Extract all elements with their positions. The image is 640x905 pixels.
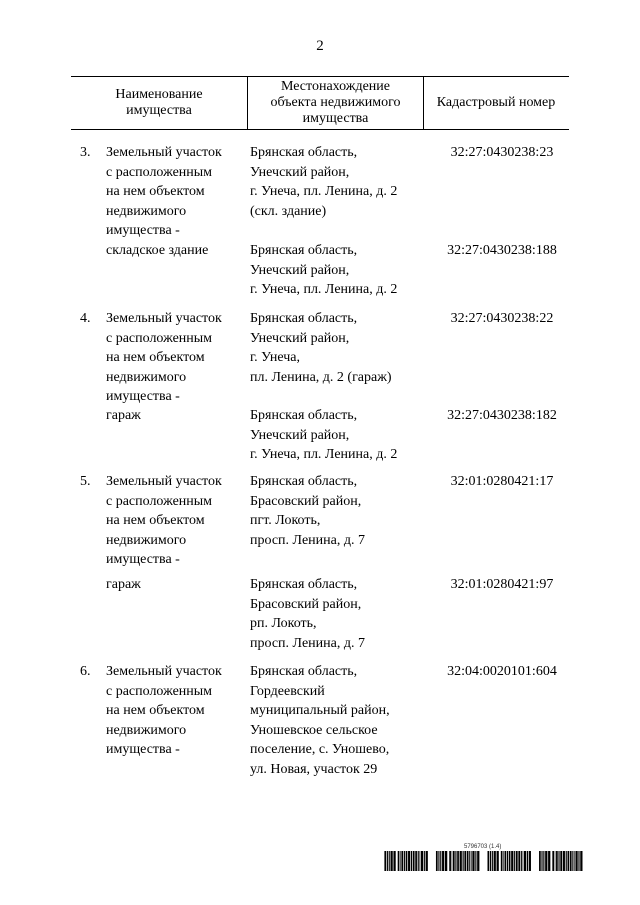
- property-name: [106, 662, 246, 760]
- barcode-image: [377, 851, 587, 871]
- property-location-line: пгт. Локоть,: [250, 513, 321, 528]
- cadastral-number: 32:04:0020101:604: [447, 664, 557, 679]
- header-name-column: [71, 77, 247, 129]
- barcode-bar: [507, 851, 508, 871]
- property-name-line: имущества -: [106, 389, 180, 404]
- barcode-bar: [503, 851, 504, 871]
- barcode-bar: [452, 851, 453, 871]
- barcode-bar: [438, 851, 439, 871]
- property-name-line: на нем объектом: [106, 703, 205, 718]
- property-name-line: недвижимого: [106, 369, 187, 385]
- property-name-line: на нем объектом: [106, 513, 205, 528]
- property-name-line: с расположенным: [106, 683, 213, 699]
- header-text: объекта недвижимого: [270, 95, 401, 110]
- property-name: [106, 472, 246, 570]
- barcode-bar: [477, 851, 479, 871]
- barcode-bar: [471, 851, 472, 871]
- barcode-bar: [449, 851, 451, 871]
- table-header: [71, 76, 569, 130]
- property-location-line: ул. Новая, участок 29: [250, 761, 378, 777]
- barcode-bar: [393, 851, 395, 871]
- property-location-line: г. Унеча, пл. Ленина, д. 2: [250, 447, 398, 462]
- barcode-bar: [539, 851, 541, 871]
- property-location: [250, 309, 430, 387]
- property-location-line: Брянская область,: [250, 145, 358, 160]
- barcode-bar: [497, 851, 499, 871]
- property-name-line: имущества -: [106, 223, 180, 238]
- barcode-bar: [418, 851, 419, 871]
- barcode-bar: [560, 851, 562, 871]
- property-location-line: г. Унеча, пл. Ленина, д. 2: [250, 282, 398, 297]
- property-name-line: Земельный участок: [106, 311, 222, 326]
- barcode-bar: [580, 851, 582, 871]
- barcode-bar: [413, 851, 415, 871]
- property-location: [250, 241, 430, 300]
- barcode-bar: [523, 851, 524, 871]
- barcode-bar: [384, 851, 386, 871]
- cadastral-number: 32:27:0430238:188: [447, 243, 557, 258]
- barcode-bar: [527, 851, 528, 871]
- property-location-line: г. Унеча,: [250, 350, 300, 365]
- barcode-bar: [548, 851, 550, 871]
- property-name-line: гараж: [106, 408, 141, 423]
- barcode-bar: [568, 851, 570, 871]
- property-location-line: пл. Ленина, д. 2 (гараж): [250, 369, 392, 385]
- property-location: [250, 472, 430, 550]
- row-number: 5.: [80, 474, 91, 489]
- barcode-bar: [464, 851, 466, 871]
- barcode-bar: [521, 851, 522, 871]
- barcode-bar: [555, 851, 556, 871]
- barcode-bar: [411, 851, 412, 871]
- header-text: Местонахождение: [280, 79, 390, 94]
- property-location: [250, 575, 430, 653]
- property-name-line: с расположенным: [106, 164, 213, 180]
- property-location-line: Унечский район,: [250, 262, 350, 278]
- barcode-bar: [558, 851, 559, 871]
- barcode-bar: [457, 851, 459, 871]
- property-name-line: недвижимого: [106, 722, 187, 738]
- barcode-bar: [578, 851, 579, 871]
- property-name: [106, 575, 246, 595]
- property-name-line: на нем объектом: [106, 184, 205, 199]
- property-name-line: Земельный участок: [106, 145, 222, 160]
- property-location: [250, 662, 430, 779]
- barcode-bar: [552, 851, 554, 871]
- header-text: имущества: [302, 111, 369, 126]
- barcode-bar: [514, 851, 515, 871]
- barcode-bar: [421, 851, 423, 871]
- barcode-bar: [415, 851, 417, 871]
- cadastral-number: 32:01:0280421:17: [450, 474, 554, 489]
- barcode-bar: [501, 851, 503, 871]
- cadastral-number: 32:27:0430238:22: [450, 311, 554, 326]
- barcode-bar: [575, 851, 577, 871]
- property-location: [250, 406, 430, 465]
- barcode-bar: [387, 851, 388, 871]
- property-name-line: Земельный участок: [106, 474, 222, 489]
- property-name: [106, 143, 246, 241]
- barcode-bar: [389, 851, 390, 871]
- barcode-bar: [426, 851, 428, 871]
- barcode-bar: [524, 851, 526, 871]
- property-location-line: Уношевское сельское: [250, 722, 378, 738]
- page-number: 2: [316, 38, 324, 54]
- property-name-line: складское здание: [106, 243, 209, 258]
- property-location-line: Унечский район,: [250, 330, 350, 346]
- barcode-bar: [572, 851, 573, 871]
- header-text: Кадастровый номер: [436, 95, 556, 110]
- barcode-bar: [545, 851, 547, 871]
- header-text: Наименование: [115, 87, 203, 102]
- property-name: [106, 241, 246, 261]
- property-name-line: имущества -: [106, 552, 180, 567]
- property-location-line: Брянская область,: [250, 311, 358, 326]
- barcode-bar: [453, 851, 455, 871]
- barcode-bar: [475, 851, 476, 871]
- barcode-bar: [518, 851, 520, 871]
- property-location-line: Брянская область,: [250, 577, 358, 592]
- header-location-column: [247, 77, 424, 129]
- row-number: 6.: [80, 664, 91, 679]
- barcode-bar: [463, 851, 464, 871]
- property-location-line: Брянская область,: [250, 474, 358, 489]
- property-name: [106, 406, 246, 426]
- cadastral-number: 32:27:0430238:23: [450, 145, 554, 160]
- barcode-bar: [511, 851, 513, 871]
- barcode-bar: [529, 851, 531, 871]
- header-cadastral-column: [423, 77, 569, 129]
- barcode-bar: [460, 851, 462, 871]
- property-name-line: на нем объектом: [106, 350, 205, 365]
- property-location-line: Гордеевский: [250, 683, 325, 699]
- barcode-bar: [556, 851, 558, 871]
- barcode-bar: [570, 851, 572, 871]
- property-location-line: Брасовский район,: [250, 493, 362, 509]
- barcode-bar: [574, 851, 575, 871]
- header-text: имущества: [126, 103, 192, 118]
- barcode-bar: [566, 851, 567, 871]
- property-location: [250, 143, 430, 221]
- barcode-bar: [420, 851, 421, 871]
- property-location-line: поселение, с. Уношево,: [250, 742, 390, 757]
- property-name-line: с расположенным: [106, 493, 213, 509]
- cadastral-number: 32:01:0280421:97: [450, 577, 554, 592]
- property-name-line: гараж: [106, 577, 141, 592]
- barcode-bar: [404, 851, 405, 871]
- barcode-bar: [424, 851, 425, 871]
- barcode-bar: [442, 851, 444, 871]
- barcode-bar: [509, 851, 511, 871]
- property-name-line: имущества -: [106, 742, 180, 757]
- barcode-bar: [488, 851, 490, 871]
- property-location-line: Брянская область,: [250, 243, 358, 258]
- property-name-line: недвижимого: [106, 532, 187, 548]
- property-location-line: Брасовский район,: [250, 596, 362, 612]
- barcode-bar: [398, 851, 400, 871]
- property-location-line: (скл. здание): [250, 203, 327, 219]
- property-location-line: просп. Ленина, д. 7: [250, 635, 365, 651]
- property-location-line: рп. Локоть,: [250, 616, 317, 631]
- property-location-line: просп. Ленина, д. 7: [250, 532, 365, 548]
- barcode-bar: [391, 851, 393, 871]
- barcode-bar: [516, 851, 518, 871]
- barcode-bar: [505, 851, 507, 871]
- cadastral-number: 32:27:0430238:182: [447, 408, 557, 423]
- property-name: [106, 309, 246, 407]
- barcode-bar: [492, 851, 493, 871]
- barcode-bar: [563, 851, 565, 871]
- barcode-bar: [494, 851, 496, 871]
- barcode-bar: [440, 851, 441, 871]
- property-name-line: с расположенным: [106, 330, 213, 346]
- barcode-bar: [467, 851, 469, 871]
- barcode-bar: [436, 851, 438, 871]
- property-name-line: недвижимого: [106, 203, 187, 219]
- barcode-bar: [472, 851, 474, 871]
- property-location-line: Унечский район,: [250, 164, 350, 180]
- barcode-bar: [445, 851, 447, 871]
- barcode-bar: [401, 851, 403, 871]
- property-location-line: Унечский район,: [250, 427, 350, 443]
- row-number: 4.: [80, 311, 91, 326]
- barcode-bar: [455, 851, 456, 871]
- barcode-bar: [541, 851, 542, 871]
- row-number: 3.: [80, 145, 91, 160]
- barcode-bar: [469, 851, 470, 871]
- barcode-bar: [406, 851, 408, 871]
- barcode-number: 5796703 (1.4): [464, 844, 502, 850]
- property-name-line: Земельный участок: [106, 664, 222, 679]
- property-location-line: г. Унеча, пл. Ленина, д. 2: [250, 184, 398, 199]
- barcode-bar: [408, 851, 410, 871]
- barcode-bar: [400, 851, 401, 871]
- property-location-line: Брянская область,: [250, 664, 358, 679]
- property-location-line: муниципальный район,: [250, 703, 390, 718]
- property-location-line: Брянская область,: [250, 408, 358, 423]
- barcode-bar: [543, 851, 544, 871]
- barcode-bar: [490, 851, 491, 871]
